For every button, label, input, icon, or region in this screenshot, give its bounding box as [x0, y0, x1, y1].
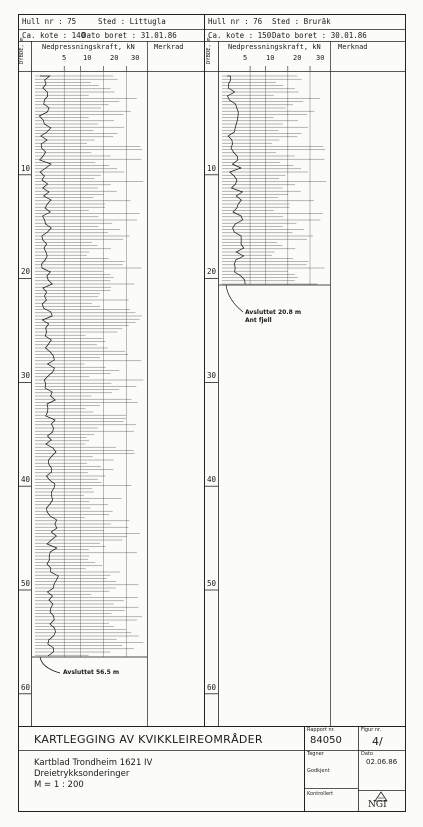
- log2-end-leader: [226, 285, 243, 312]
- log2-elevation-label: Ca. kote : 150: [208, 31, 272, 40]
- log2-depth-label: 50: [207, 579, 217, 588]
- log1-hole-label: Hull nr : 75: [22, 17, 77, 26]
- figure-number: 4/: [372, 735, 383, 748]
- date-value: 02.06.86: [366, 758, 398, 766]
- log2-force-header: Nedpressningskraft, kN: [228, 43, 321, 51]
- log2-resistance-curve: [227, 76, 245, 284]
- log2-depth-label: 40: [207, 475, 217, 484]
- log1-force-tick: 5: [62, 54, 67, 62]
- approved-label: Godkjent: [307, 768, 330, 774]
- figure-number-label: Figur nr.: [361, 727, 382, 733]
- report-number: 84050: [310, 735, 342, 746]
- map-sheet: Kartblad Trondheim 1621 IV: [34, 758, 153, 768]
- logo-text: NGI: [368, 800, 387, 810]
- log1-depth-label: 40: [21, 475, 31, 484]
- checked-label: Kontrollert: [307, 791, 334, 797]
- method-label: Dreietrykksonderinger: [34, 769, 130, 779]
- drawn-by-label: Tegner: [307, 751, 324, 757]
- log1-depth-label: 20: [21, 267, 31, 276]
- log1-remarks-header: Merkrad: [154, 43, 184, 51]
- log1-depth-header: DYBDE, m: [19, 37, 25, 64]
- log2-remarks-header: Merknad: [338, 43, 368, 51]
- log2-end-note-2: Ant fjell: [245, 317, 272, 324]
- log2-depth-label: 30: [207, 371, 217, 380]
- log2-date-label: Dato boret : 30.01.86: [272, 31, 367, 40]
- log2-force-tick: 20: [293, 54, 302, 62]
- log2-depth-label: 60: [207, 683, 217, 692]
- log1-depth-label: 50: [21, 579, 31, 588]
- project-title: KARTLEGGING AV KVIKKLEIREOMRÅDER: [34, 733, 263, 746]
- log1-depth-label: 10: [21, 164, 31, 173]
- log1-depth-label: 60: [21, 683, 31, 692]
- scale-label: M = 1 : 200: [34, 780, 84, 790]
- log1-force-header: Nedpressningskraft, kN: [42, 43, 135, 51]
- log1-date-label: Dato boret : 31.01.86: [82, 31, 177, 40]
- log1-force-tick: 30: [131, 54, 140, 62]
- log2-hole-label: Hull nr : 76: [208, 17, 263, 26]
- log1-resistance-curve: [39, 76, 58, 656]
- log1-place-label: Sted : Littugla: [98, 17, 166, 26]
- log2-force-tick: 10: [266, 54, 275, 62]
- log1-force-tick: 20: [110, 54, 119, 62]
- log1-end-leader: [40, 657, 60, 673]
- report-number-label: Rapport nr.: [307, 727, 335, 733]
- log1-force-tick: 10: [83, 54, 92, 62]
- log2-end-note: Avsluttet 20.8 m: [245, 309, 302, 316]
- log2-depth-label: 20: [207, 267, 217, 276]
- log2-depth-header: DYBDE, m: [206, 37, 212, 64]
- log1-elevation-label: Ca. kote : 140: [22, 31, 86, 40]
- log2-place-label: Sted : Brurāk: [272, 17, 331, 26]
- log1-depth-label: 30: [21, 371, 31, 380]
- log2-force-tick: 5: [243, 54, 248, 62]
- log2-depth-label: 10: [207, 164, 217, 173]
- log2-force-tick: 30: [316, 54, 325, 62]
- log1-end-note: Avsluttet 56.5 m: [63, 669, 120, 676]
- date-label: Dato: [361, 751, 373, 757]
